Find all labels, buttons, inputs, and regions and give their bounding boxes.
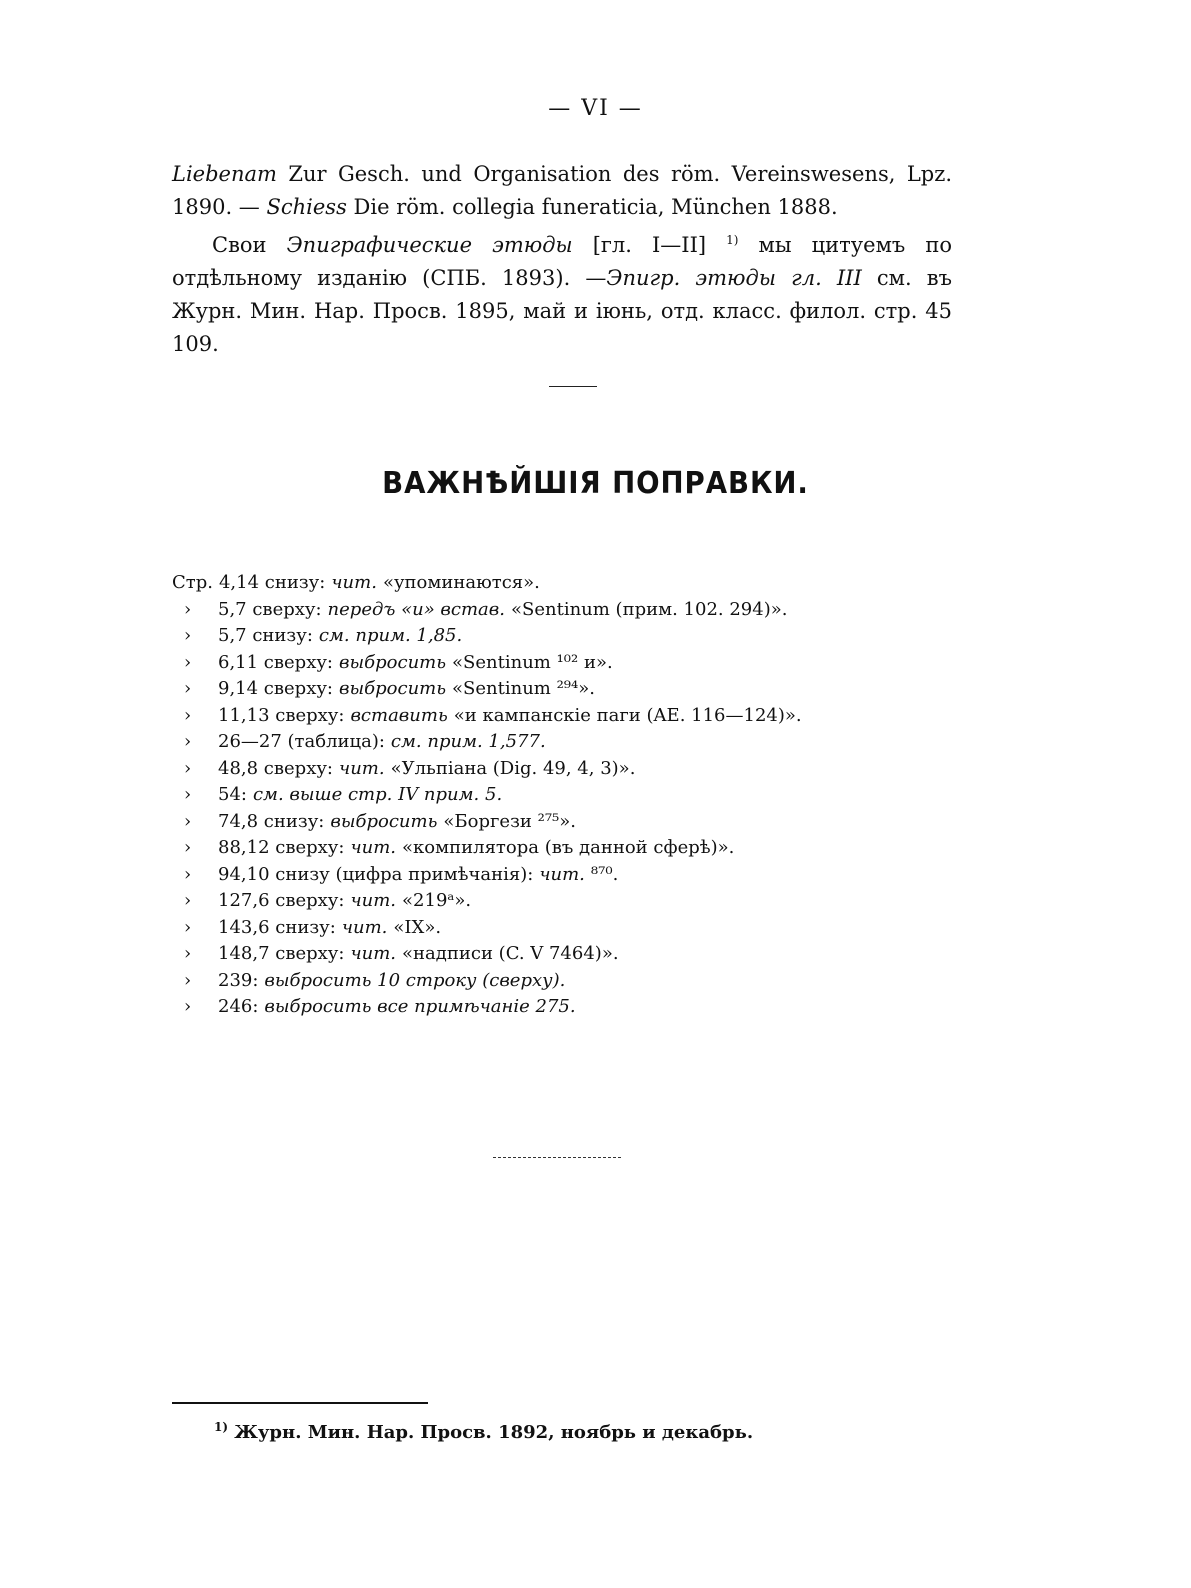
correction-location: 143,6 снизу: — [218, 916, 336, 938]
correction-instruction: выбросить — [339, 651, 447, 673]
correction-location: 26—27 (таблица): — [218, 731, 385, 752]
text-span: [гл. I—II] — [572, 233, 727, 257]
page-title: ВАЖНѢЙШІЯ ПОПРАВКИ. — [382, 466, 809, 501]
correction-instruction: чит. — [350, 890, 397, 911]
list-item — [172, 782, 932, 809]
list-item — [172, 650, 932, 677]
correction-mark: › — [184, 731, 192, 752]
correction-mark: › — [184, 625, 192, 646]
correction-instruction: выбросить — [339, 678, 447, 699]
footnote-marker: 1) — [214, 1420, 229, 1434]
correction-instruction: чит. — [339, 757, 385, 779]
correction-text: «упоминаются». — [382, 572, 540, 593]
correction-instruction: выбросить все примѣчаніе 275. — [264, 996, 576, 1017]
list-item — [172, 835, 932, 862]
correction-mark: › — [184, 810, 192, 832]
footnote-ref: 1) — [726, 233, 739, 247]
list-item — [172, 756, 932, 783]
correction-mark: › — [184, 890, 192, 911]
text-span: мы цитуемъ по отдѣльному изданію (СПБ. 1893). — — [172, 233, 952, 290]
correction-text: «Sentinum ²⁹⁴». — [452, 678, 595, 699]
correction-instruction: выбросить — [330, 810, 438, 832]
list-item — [172, 597, 932, 624]
footnote-text: Журн. Мин. Нар. Просв. 1892, ноябрь и декабрь. — [228, 1422, 754, 1443]
correction-text: «219ᵃ». — [402, 890, 472, 911]
work-title-2: Эпигр. этюды гл. III — [606, 266, 862, 290]
list-item — [172, 862, 932, 889]
correction-location: 239: — [218, 969, 259, 991]
correction-instruction: чит. — [331, 572, 377, 593]
correction-text: «Ульпіана (Dig. 49, 4, 3)». — [390, 757, 636, 779]
correction-mark: › — [184, 916, 192, 938]
list-item — [172, 623, 932, 650]
correction-text: «компилятора (въ данной сферѣ)». — [402, 837, 735, 858]
author-liebenam: Liebenam — [172, 162, 277, 186]
correction-mark: › — [184, 996, 192, 1017]
list-item — [172, 915, 932, 942]
correction-mark: › — [184, 704, 192, 726]
footnote-rule — [172, 1402, 428, 1404]
author-schiess: Schiess — [266, 195, 347, 219]
list-item — [172, 968, 932, 995]
list-item — [172, 888, 932, 915]
text-span: Die röm. collegia funeraticia, München 1888. — [346, 195, 838, 219]
list-item — [172, 809, 932, 836]
correction-instruction: см. выше стр. IV прим. 5. — [252, 784, 503, 805]
correction-mark: › — [184, 757, 192, 779]
correction-instruction: выбросить 10 строку (сверху). — [264, 969, 566, 991]
section-divider — [549, 386, 597, 387]
list-item — [172, 570, 932, 597]
correction-instruction: см. прим. 1,85. — [318, 625, 463, 646]
correction-mark: Стр. — [172, 572, 213, 593]
list-item — [172, 729, 932, 756]
work-title: Эпиграфические этюды — [286, 233, 573, 257]
correction-location: 6,11 сверху: — [218, 651, 333, 673]
correction-location: 5,7 сверху: — [218, 598, 322, 620]
text-span: см. въ Журн. Мин. Нар. Просв. 1895, май и іюнь, отд. класс. филол. стр. 45 109. — [172, 266, 952, 356]
footnote — [214, 1420, 753, 1443]
correction-location: 5,7 снизу: — [218, 625, 313, 646]
correction-mark: › — [184, 651, 192, 673]
correction-mark: › — [184, 678, 192, 699]
page-number: — VI — — [548, 96, 643, 121]
correction-location: 148,7 сверху: — [218, 943, 345, 964]
correction-instruction: чит. — [341, 916, 388, 938]
correction-location: 127,6 сверху: — [218, 890, 345, 911]
correction-instruction: чит. — [350, 837, 397, 858]
correction-instruction: чит. — [539, 863, 585, 885]
correction-location: 74,8 снизу: — [218, 810, 325, 832]
list-item — [172, 941, 932, 968]
list-item — [172, 703, 932, 730]
correction-mark: › — [184, 598, 192, 620]
correction-location: 246: — [218, 996, 259, 1017]
correction-mark: › — [184, 969, 192, 991]
correction-mark: › — [184, 863, 192, 885]
correction-text: ⁸⁷⁰. — [590, 863, 619, 885]
correction-location: 54: — [218, 784, 247, 805]
bibliography-paragraph — [172, 158, 952, 224]
correction-location: 94,10 снизу (цифра примѣчанія): — [218, 863, 534, 885]
end-divider — [493, 1157, 621, 1158]
text-span: Zur Gesch. und Organisation des röm. Vereinswesens, Lpz. 1890. — — [172, 162, 952, 219]
epigraphic-paragraph — [172, 224, 952, 361]
correction-location: 11,13 сверху: — [218, 704, 345, 726]
correction-mark: › — [184, 837, 192, 858]
intro-text — [172, 158, 952, 361]
correction-location: 48,8 сверху: — [218, 757, 333, 779]
correction-instruction: чит. — [350, 943, 397, 964]
correction-text: «Sentinum (прим. 102. 294)». — [511, 598, 788, 620]
correction-mark: › — [184, 784, 192, 805]
correction-text: «IX». — [393, 916, 442, 938]
correction-location: 4,14 снизу: — [218, 572, 326, 593]
correction-location: 88,12 сверху: — [218, 837, 345, 858]
correction-location: 9,14 сверху: — [218, 678, 333, 699]
list-item — [172, 676, 932, 703]
correction-text: «надписи (C. V 7464)». — [402, 943, 619, 964]
correction-text: «Sentinum ¹⁰² и». — [452, 651, 613, 673]
list-item — [172, 994, 932, 1021]
text-span: Свои — [212, 233, 287, 257]
correction-text: «и кампанскіе паги (AE. 116—124)». — [453, 704, 802, 726]
corrections-list — [172, 570, 932, 1021]
correction-mark: › — [184, 943, 192, 964]
correction-instruction: вставить — [350, 704, 448, 726]
correction-text: «Боргези ²⁷⁵». — [443, 810, 576, 832]
correction-instruction: см. прим. 1,577. — [390, 731, 546, 752]
correction-instruction: передъ «и» встав. — [327, 598, 505, 620]
